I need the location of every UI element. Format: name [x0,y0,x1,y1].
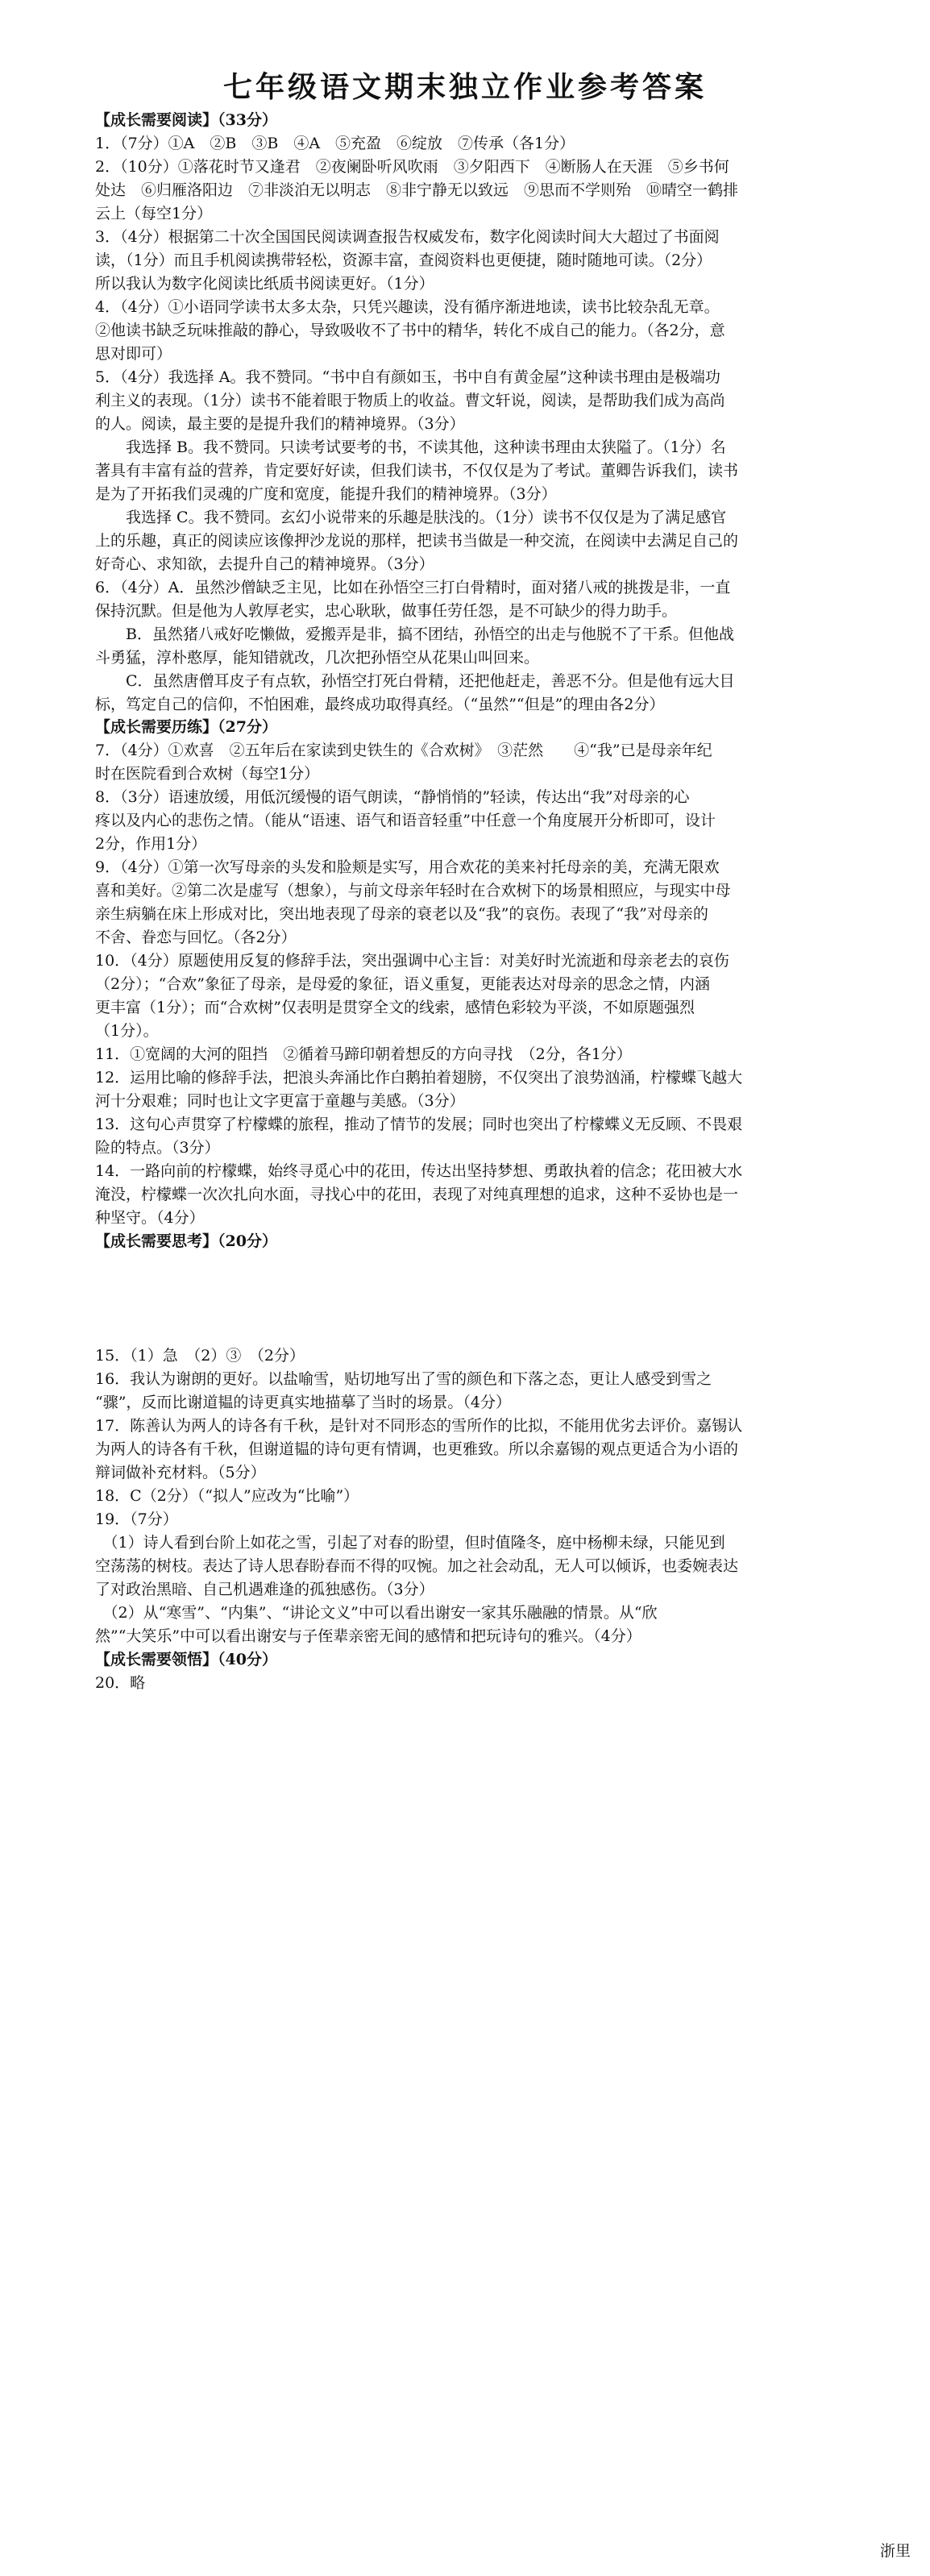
answer-line: B．虽然猪八戒好吃懒做，爱搬弄是非，搞不团结，孙悟空的出走与他脱不了干系。但他战 [95,625,734,643]
section-reading [95,109,845,717]
answer-line: 亲生病躺在床上形成对比，突出地表现了母亲的衰老以及“我”的哀伤。表现了“我”对母亲的 [95,905,708,923]
answer-line: 我选择 B。我不赞同。只读考试要考的书，不读其他，这种读书理由太狭隘了。（1分）名 [95,438,726,456]
answer-line: 是为了开拓我们灵魂的广度和宽度，能提升我们的精神境界。（3分） [95,485,557,503]
answer-line: ②他读书缺乏玩味推敲的静心，导致吸收不了书中的精华，转化不成自己的能力。（各2分，意 [95,322,725,339]
answer-line: 19．（7分） [95,1510,178,1528]
footer-text: 浙里 [880,2542,911,2560]
answer-line: C．虽然唐僧耳皮子有点软，孙悟空打死白骨精，还把他赶走，善恶不分。但是他有远大目 [95,672,735,690]
section-heading: 【成长需要思考】（20分） [95,1232,277,1250]
answer-line: 2分，作用1分） [95,835,207,853]
answer-line: 3．（4分）根据第二十次全国国民阅读调查报告权威发布，数字化阅读时间大大超过了书面阅 [95,228,720,246]
answer-line: 保持沉默。但是他为人敦厚老实，忠心耿耿，做事任劳任怨，是不可缺少的得力助手。 [95,602,678,620]
answer-line: 4．（4分）①小语同学读书太多太杂，只凭兴趣读，没有循序渐进地读，读书比较杂乱无章。 [95,298,720,316]
answer-line: 辩词做补充材料。（5分） [95,1464,266,1481]
answer-line: 更丰富（1分）；而“合欢树”仅表明是贯穿全文的线索，感情色彩较为平淡，不如原题强烈 [95,999,695,1016]
answer-line: 6．（4分）A．虽然沙僧缺乏主见，比如在孙悟空三打白骨精时，面对猪八戒的挑拨是非，一直 [95,579,731,596]
answer-line: 20．略 [95,1674,146,1692]
answer-line: 疼以及内心的悲伤之情。（能从“语速、语气和语音轻重”中任意一个角度展开分析即可，设计 [95,812,716,829]
answer-line: 喜和美好。②第二次是虚写（想象），与前文母亲年轻时在合欢树下的场景相照应，与现实中母 [95,882,731,900]
answer-line: 17．陈善认为两人的诗各有千秋，是针对不同形态的雪所作的比拟，不能用优劣去评价。嘉锡认 [95,1417,743,1435]
answer-line: 13．这句心声贯穿了柠檬蝶的旅程，推动了情节的发展；同时也突出了柠檬蝶义无反顾、不畏艰 [95,1116,743,1133]
answer-line: 15．（1）急 （2）③ （2分） [95,1347,305,1365]
answer-line: 了对政治黑暗、自己机遇难逢的孤独感伤。（3分） [95,1581,434,1598]
answer-line: 上的乐趣，真正的阅读应该像押沙龙说的那样，把读书当做是一种交流，在阅读中去满足自己的 [95,532,739,550]
section-heading: 【成长需要领悟】（40分） [95,1651,277,1668]
answer-line: 云上（每空1分） [95,205,213,222]
answer-line: 我选择 C。我不赞同。玄幻小说带来的乐趣是肤浅的。（1分）读书不仅仅是为了满足感官 [95,509,727,526]
answer-line: 利主义的表现。（1分）读书不能着眼于物质上的收益。曹文轩说，阅读，是帮助我们成为高尚 [95,392,725,409]
answer-line: （1）诗人看到台阶上如花之雪，引起了对春的盼望，但时值隆冬，庭中杨柳未绿，只能见到 [95,1534,725,1552]
answer-line: 11．①宽阔的大河的阻挡 ②循着马蹄印朝着想反的方向寻找 （2分，各1分） [95,1045,632,1063]
answer-line: 标，笃定自己的信仰，不怕困难，最终成功取得真经。（“虽然”“但是”的理由各2分） [95,696,665,713]
answer-line: “骤”，反而比谢道韫的诗更真实地描摹了当时的场景。（4分） [95,1394,512,1411]
answer-line: 2．（10分）①落花时节又逢君 ②夜阑卧听风吹雨 ③夕阳西下 ④断肠人在天涯 ⑤乡书何 [95,158,729,176]
answer-line: 7．（4分）①欢喜 ②五年后在家读到史铁生的《合欢树》 ③茫然 ④“我”已是母亲年纪 [95,742,712,759]
section-heading: 【成长需要历练】（27分） [95,718,277,736]
answer-line: 12．运用比喻的修辞手法，把浪头奔涌比作白鹅拍着翅膀，不仅突出了浪势汹涌，柠檬蝶飞越大 [95,1069,743,1086]
answer-line: 读，（1分）而且手机阅读携带轻松，资源丰富，查阅资料也更便捷，随时随地可读。（2分） [95,251,712,269]
document-title: 七年级语文期末独立作业参考答案 [222,70,707,104]
answer-line: 所以我认为数字化阅读比纸质书阅读更好。（1分） [95,275,434,293]
answer-line: 1．（7分）①A ②B ③B ④A ⑤充盈 ⑥绽放 ⑦传承（各1分） [95,135,575,152]
answer-line: 斗勇猛，淳朴憨厚，能知错就改，几次把孙悟空从花果山叫回来。 [95,649,540,667]
answer-line: 为两人的诗各有千秋，但谢道韫的诗句更有情调，也更雅致。所以余嘉锡的观点更适合为小语的 [95,1440,739,1458]
section-heading: 【成长需要阅读】（33分） [95,111,277,129]
answer-line: 种坚守。（4分） [95,1209,205,1227]
answer-line: 不舍、眷恋与回忆。（各2分） [95,929,297,946]
answer-line: 16．我认为谢朗的更好。以盐喻雪，贴切地写出了雪的颜色和下落之态，更让人感受到雪之 [95,1370,712,1388]
section-thinking [95,1344,845,1695]
answer-line: 8．（3分）语速放缓，用低沉缓慢的语气朗读，“静悄悄的”轻读，传达出“我”对母亲的心 [95,788,690,806]
answer-line: 著具有丰富有益的营养，肯定要好好读，但我们读书，不仅仅是为了考试。董卿告诉我们，读书 [95,462,739,480]
answer-line: 险的特点。（3分） [95,1139,220,1157]
answer-line: 淹没，柠檬蝶一次次扎向水面，寻找心中的花田，表现了对纯真理想的追求，这种不妥协也是一 [95,1186,739,1203]
answer-line: 好奇心、求知欲，去提升自己的精神境界。（3分） [95,555,434,573]
answer-line: （2分）；“合欢”象征了母亲，是母爱的象征，语义重复，更能表达对母亲的思念之情，内涵 [95,975,711,993]
answer-line: 14．一路向前的柠檬蝶，始终寻觅心中的花田，传达出坚持梦想、勇敢执着的信念；花田被大水 [95,1162,743,1180]
answer-line: 河十分艰难；同时也让文字更富于童趣与美感。（3分） [95,1092,465,1110]
answer-line: 思对即可） [95,345,172,363]
answer-line: 18．C（2分）（“拟人”应改为“比喻”） [95,1487,359,1505]
answer-line: （2）从“寒雪”、“内集”、“讲论文义”中可以看出谢安一家其乐融融的情景。从“欣 [95,1604,658,1622]
answer-line: 时在医院看到合欢树（每空1分） [95,765,320,783]
answer-line: 9．（4分）①第一次写母亲的头发和脸颊是实写，用合欢花的美来衬托母亲的美，充满无限欢 [95,858,720,876]
answer-line: （1分）。 [95,1022,159,1040]
answer-line: 空荡荡的树枝。表达了诗人思春盼春而不得的叹惋。加之社会动乱，无人可以倾诉，也委婉表达 [95,1557,739,1575]
answer-line: 的人。阅读，最主要的是提升我们的精神境界。（3分） [95,415,465,433]
section-practice [95,716,845,1253]
answer-line: 10．（4分）原题使用反复的修辞手法，突出强调中心主旨：对美好时光流逝和母亲老去的哀伤 [95,952,729,970]
answer-line: 处达 ⑥归雁洛阳边 ⑦非淡泊无以明志 ⑧非宁静无以致远 ⑨思而不学则殆 ⑩晴空一鹤排 [95,181,739,199]
answer-line: 然”“大笑乐”中可以看出谢安与子侄辈亲密无间的感情和把玩诗句的雅兴。（4分） [95,1627,641,1645]
answer-line: 5．（4分）我选择 A。我不赞同。“书中自有颜如玉，书中自有黄金屋”这种读书理由是极端功 [95,368,720,386]
